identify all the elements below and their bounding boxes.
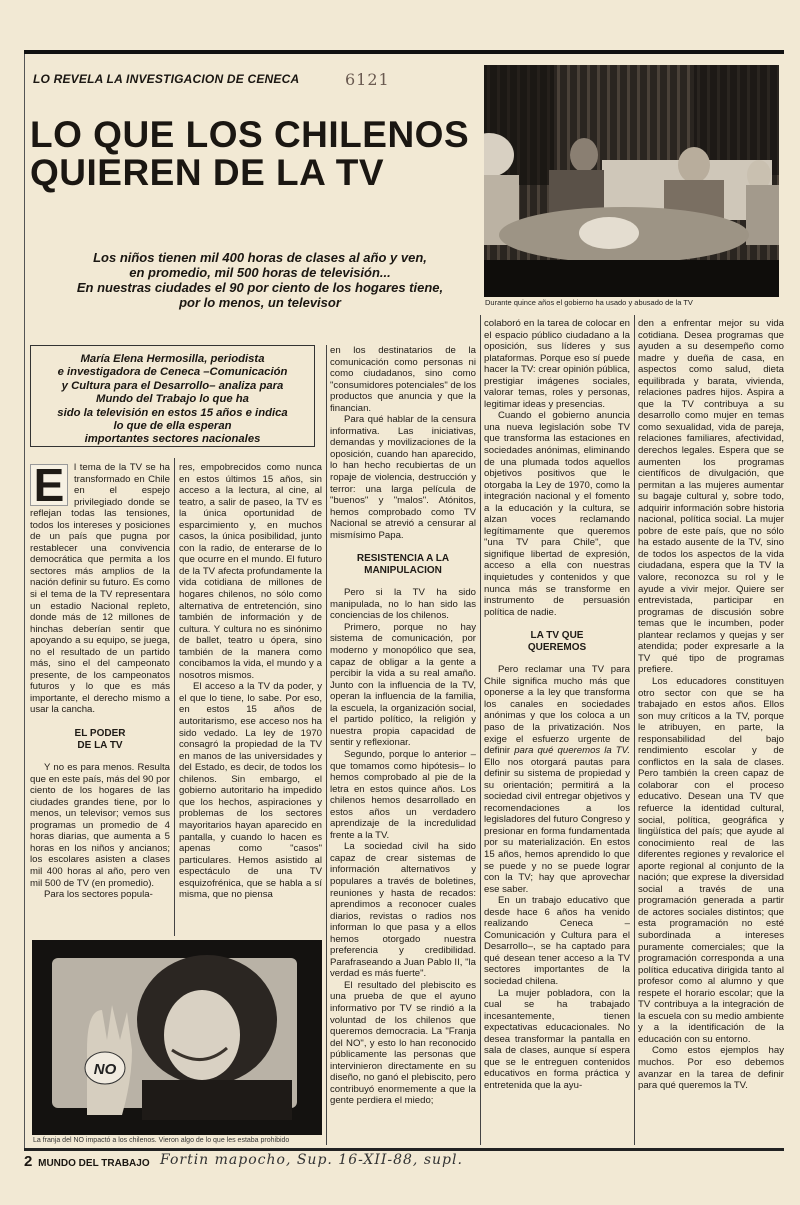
franja-del-no-image [32,940,322,1135]
franja-photo-caption: La franja del NO impactó a los chilenos. Vieron algo de lo que les estaba prohibido [33,1137,290,1144]
subhead-line-1: RESISTENCIA A LA [356,553,450,565]
intro-box [30,345,315,447]
paragraph: colaboró en la tarea de colocar en el espacio público ciudadano a la oposición, sus líderes y sus plataformas. Porque eso sí puede hacer la TV: crear opinión pública, prestigiar imágenes sociales, valorar temas, roles y personas, legitimar ideas y presencias. [484,318,630,410]
paragraph: Como estos ejemplos hay muchos. Por eso debemos avanzar en la tarea de definir para qué queremos la TV. [638,1045,784,1092]
article-column-1 [30,462,170,937]
deck-line-3: En nuestras ciudades el 90 por ciento de los hogares tiene, [76,280,444,295]
subhead-el-poder [30,728,170,752]
paragraph: l tema de la TV se ha transformado en Chile en el espejo privilegiado donde se reflejan todas las tensiones, todos los intereses y posiciones de un país que pugna por restablecer una convivencia democrática que permita a los sectores más amplios de la nación definir su futuro. Es como si el tema de la TV representara un estadio Nacional repleto, donde más de 12 millones de hinchas deberían sentir que apoyando a su equipo, se juega, no el resultado de un partido más, sino el del campeonato presente, de los campeonatos futuros y lo que es más importante, el derecho mismo a usar la cancha. [30,462,170,716]
page-number: 2 [24,1153,33,1170]
headline-line-1: LO QUE LOS CHILENOS [30,114,470,155]
paragraph: El acceso a la TV da poder, y el que lo tiene, lo sabe. Por eso, en estos 15 años de autoritarismo, ese acceso nos ha sido vedado. La ley de 1970 consagró la propiedad de la TV en manos de las universidades y del Estado, es decir, de todos los chilenos. Sin embargo, el gobierno autoritario ha impedido que los hechos, aspiraciones y problemas de los sectores mayoritarios hayan aparecido en pantalla, y cuando lo hacen es apenas como "casos" particulares. Hemos asistido al espectáculo de una TV esquizofrénica, que se habla a sí misma, que no piensa [179,681,322,901]
paragraph: Y no es para menos. Resulta que en este país, más del 90 por ciento de los hogares de las ciudades grandes tiene, por lo menos, un televisor; vemos sus programas un promedio de 4 horas diarias, que aumenta a 5 horas en los niños y ancianos; los escolares asisten a clases mil 400 horas al año, pero ven mil 500 de TV (en promedio). [30,762,170,889]
paragraph: La sociedad civil ha sido capaz de crear sistemas de información alternativos y populares a través de boletines, reuniones y hasta de recados: aprendimos a reconocer cuales diarios, revistas o radios nos informan lo que pasa y a ellos hemos otorgado nuestra preferencia y credibilidad. Parafraseando a Juan Pablo II, "la verdad es más fuerte". [330,841,476,980]
subhead-line-2: MANIPULACION [364,565,442,577]
intro-line-6: lo que de ella esperan [113,420,232,433]
no-hand-text: NO [93,1061,117,1078]
paragraph: Los educadores constituyen otro sector con que se ha trabajado en estos años. Ellos son muy críticos a la TV, porque le atribuyen, en parte, la responsabilidad del bajo rendimiento escolar y de conflictos en la sala de clases. Pero también la creen capaz de colaborar con el proceso educativo. Desean una TV que refuerce la identidad cultural, social, política, geográfica y lingüística del país; que ayude al conocimiento real de las diferentes regiones y revalorice el aporte regional al conjunto de la nación; que exprese la diversidad social a través de una programación generada a partir de actores sociales distintos; que esta programación no esté subordinada a intereses puramente comerciales; que la programación corresponda a una política educativa dirigida tanto al profesor como al alumno y que respete el horario escolar; que la TV contribuya a la integración de la escuela con su medio ambiente y a la identificación de la educación con su entorno. [638,675,784,1045]
subhead-la-tv-que-queremos [484,630,630,654]
meeting-photo-image [484,65,779,297]
subhead-line-2: DE LA TV [77,740,123,752]
kicker: LO REVELA LA INVESTIGACION DE CENECA [33,72,300,86]
intro-line-1: María Elena Hermosilla, periodista [80,353,265,365]
top-rule [24,50,784,54]
subhead-line-2: QUEREMOS [527,642,587,654]
paragraph: Segundo, porque lo anterior –que tomamos como hipótesis– lo hemos comprobado al pie de la letra en estos quince años. Los chilenos hemos desarrollado en estos años un verdadero aprendizaje de la incredulidad frente a la TV. [330,748,476,841]
column-divider [634,315,635,1145]
article-column-5 [638,318,784,1146]
paragraph [484,664,630,895]
paragraph-text: Ello nos otorgará pautas para definir su sistema de propiedad y su orientación; permitirá a la sociedad civil entregar objetivos y recomendaciones a los legisladores del futuro Congreso y presionar en forma fundamentada por su materialización. En estos 15 años, hemos aprendido lo que se puede y no se puede lograr con la TV; hay que aprovechar ese saber. [484,756,630,895]
deck [60,250,460,310]
intro-line-7: importantes sectores nacionales [84,433,261,446]
paragraph: Pero si la TV ha sido manipulada, no lo han sido las conciencias de los chilenos. [330,587,476,622]
left-margin-rule [24,54,25,1149]
paragraph: Para qué hablar de la censura informativa. Las iniciativas, demandas y movilizaciones de la oposición, cuando han aparecido, lo han hecho recubiertas de un ropaje de violencia, destrucción y terror: una larga película de "buenos" y "malos". Atónitos, hemos comprobado como TV Nacional se atrevió a censurar al mismísimo Papa. [330,414,476,541]
drop-cap: E [30,464,68,506]
subhead-line-1: EL PODER [74,728,126,740]
paragraph: El resultado del plebiscito es una prueba de que el ayuno informativo por TV se rindió a la voluntad de los chilenos que queremos democracia. La "Franja del NO", y esto lo han reconocido públicamente las personas que intervinieron directamente en su diseño, no ganó el plebiscito, pero contribuyó enormemente a que la gente perdiera el miedo; [330,979,476,1107]
article-column-4 [484,318,630,1146]
meeting-photo [484,65,779,297]
headline [30,116,475,192]
deck-line-1: Los niños tienen mil 400 horas de clases al año y ven, [93,250,427,265]
handwritten-number: 6121 [345,70,390,89]
paragraph: Primero, porque no hay sistema de comunicación, por moderno y monopólico que sea, capaz de obligar a la gente a percibir la vida a su real amaño. Junto con la influencia de la TV, operan la influencia de la familia, la escuela, la organización social, el partido político, la religión y nuestra propia capacidad de sentir y reflexionar. [330,621,476,749]
bottom-rule [24,1148,784,1151]
column-divider [480,315,481,1145]
intro-line-3: y Cultura para el Desarrollo– analiza para [61,379,284,392]
paragraph: en los destinatarios de la comunicación como personas ni como ciudadanos, sino como "consumidores potenciales" de los productos que anuncia y que la financian. [330,345,476,414]
paragraph-text: Pero reclamar una TV para Chile significa mucho más que oponerse a la ley que transforma los canales en sociedades anónimas y que los coloca a un paso de la privatización. Nos exige el esfuerzo urgente de definir [484,664,630,757]
headline-line-2: QUIEREN DE LA TV [30,152,385,193]
meeting-photo-caption: Durante quince años el gobierno ha usado y abusado de la TV [485,298,693,307]
deck-line-4: por lo menos, un televisor [179,295,341,310]
paragraph: En un trabajo educativo que desde hace 6 años ha venido realizando Ceneca –Comunicación y Cultura para el Desarrollo–, se ha captado para qué desean tener acceso a la TV sectores importantes de la sociedad chilena. [484,895,630,987]
article-column-3 [330,345,476,1145]
italic-phrase: para qué queremos la TV. [514,745,630,757]
paragraph: res, empobrecidos como nunca en estos últimos 15 años, sin acceso a la lectura, al cine, al teatro, a salir de paseo, la TV es la única oportunidad de esparcimiento y, en muchos casos, la única posibilidad, junto con la radio, de enterarse de lo que ocurre en el mundo. El futuro de la TV afecta profundamente la vida cotidiana de millones de hogares chilenos, no sólo como alternativa de entretención, sino también de información y de cultura. Y cultura no es sinónimo de ballet, teatro u ópera, sino también de la manera como concibamos la vida, el mundo y a nosotros mismos. [179,462,322,681]
subhead-line-1: LA TV QUE [530,630,584,642]
deck-line-2: en promedio, mil 500 horas de televisión... [129,265,391,280]
intro-line-4: Mundo del Trabajo lo que ha [96,393,249,406]
publication-name: MUNDO DEL TRABAJO [38,1158,150,1169]
article-column-2 [179,462,322,937]
franja-del-no-photo [32,940,322,1135]
column-divider [326,345,327,1145]
page-footer [24,1153,150,1170]
paragraph: Cuando el gobierno anuncia una nueva legislación sobe TV que transforma las estaciones en sociedades anónimas, eliminando de una plumada todos aquellos objetivos positivos que le otorgaba la Ley de 1970, como la integración nacional y el fomento a la educación y la cultura, se alzan voces reclamando legítimamente que queremos "una TV para Chile", que signifique libertad de expresión, acceso a ella con nuestras inquietudes y contenidos y que nunca más se transforme en instrumento de persuasión política de nadie. [484,410,630,618]
intro-line-2: e investigadora de Ceneca –Comunicación [57,366,288,379]
subhead-resistencia [330,553,476,577]
intro-line-5: sido la televisión en estos 15 años e indica [57,406,288,419]
paragraph: Para los sectores popula- [44,889,153,901]
handwritten-note: Fortin mapocho, Sup. 16-XII-88, supl. [160,1152,463,1168]
column-divider [174,458,175,936]
paragraph: den a enfrentar mejor su vida cotidiana. Desea programas que ayuden a su desempeño como madre y dueña de casa, en aspectos como salud, dieta equilibrada y barata, vivienda, relaciones padres hijos. Aspira a que la TV contribuya a su desarrollo como mujer en temas como sexualidad, vida de pareja, relaciones familiares, afectividad, derechos legales. Espera que se aumenten los programas científicos de divulgación, que permitan a las mujeres aumentar su bagaje cultural y, sobre todo, adquirir información sobre historia nacional, política social. La mujer pobre de este país, que no sólo ha estado ausente de la TV, sino de todos los aspectos de la vida ciudadana, espera que la TV la valore, reconozca su rol y le ayude a vivir mejor. Quiere ser entrevistada, participar en programas de discusión sobre temas que le incumben, poder plantear reclamos y quejas y ser atendida; poder expresarle a la TV qué tipo de programas prefiere. [638,318,784,676]
paragraph: La mujer pobladora, con la cual se ha trabajado incesantemente, tienen expectativas educacionales. No desea transformar la pantalla en sala de clases, aunque sí espera que se le entreguen contenidos educativos en forma práctica y entretenida que la ayu- [484,987,630,1091]
